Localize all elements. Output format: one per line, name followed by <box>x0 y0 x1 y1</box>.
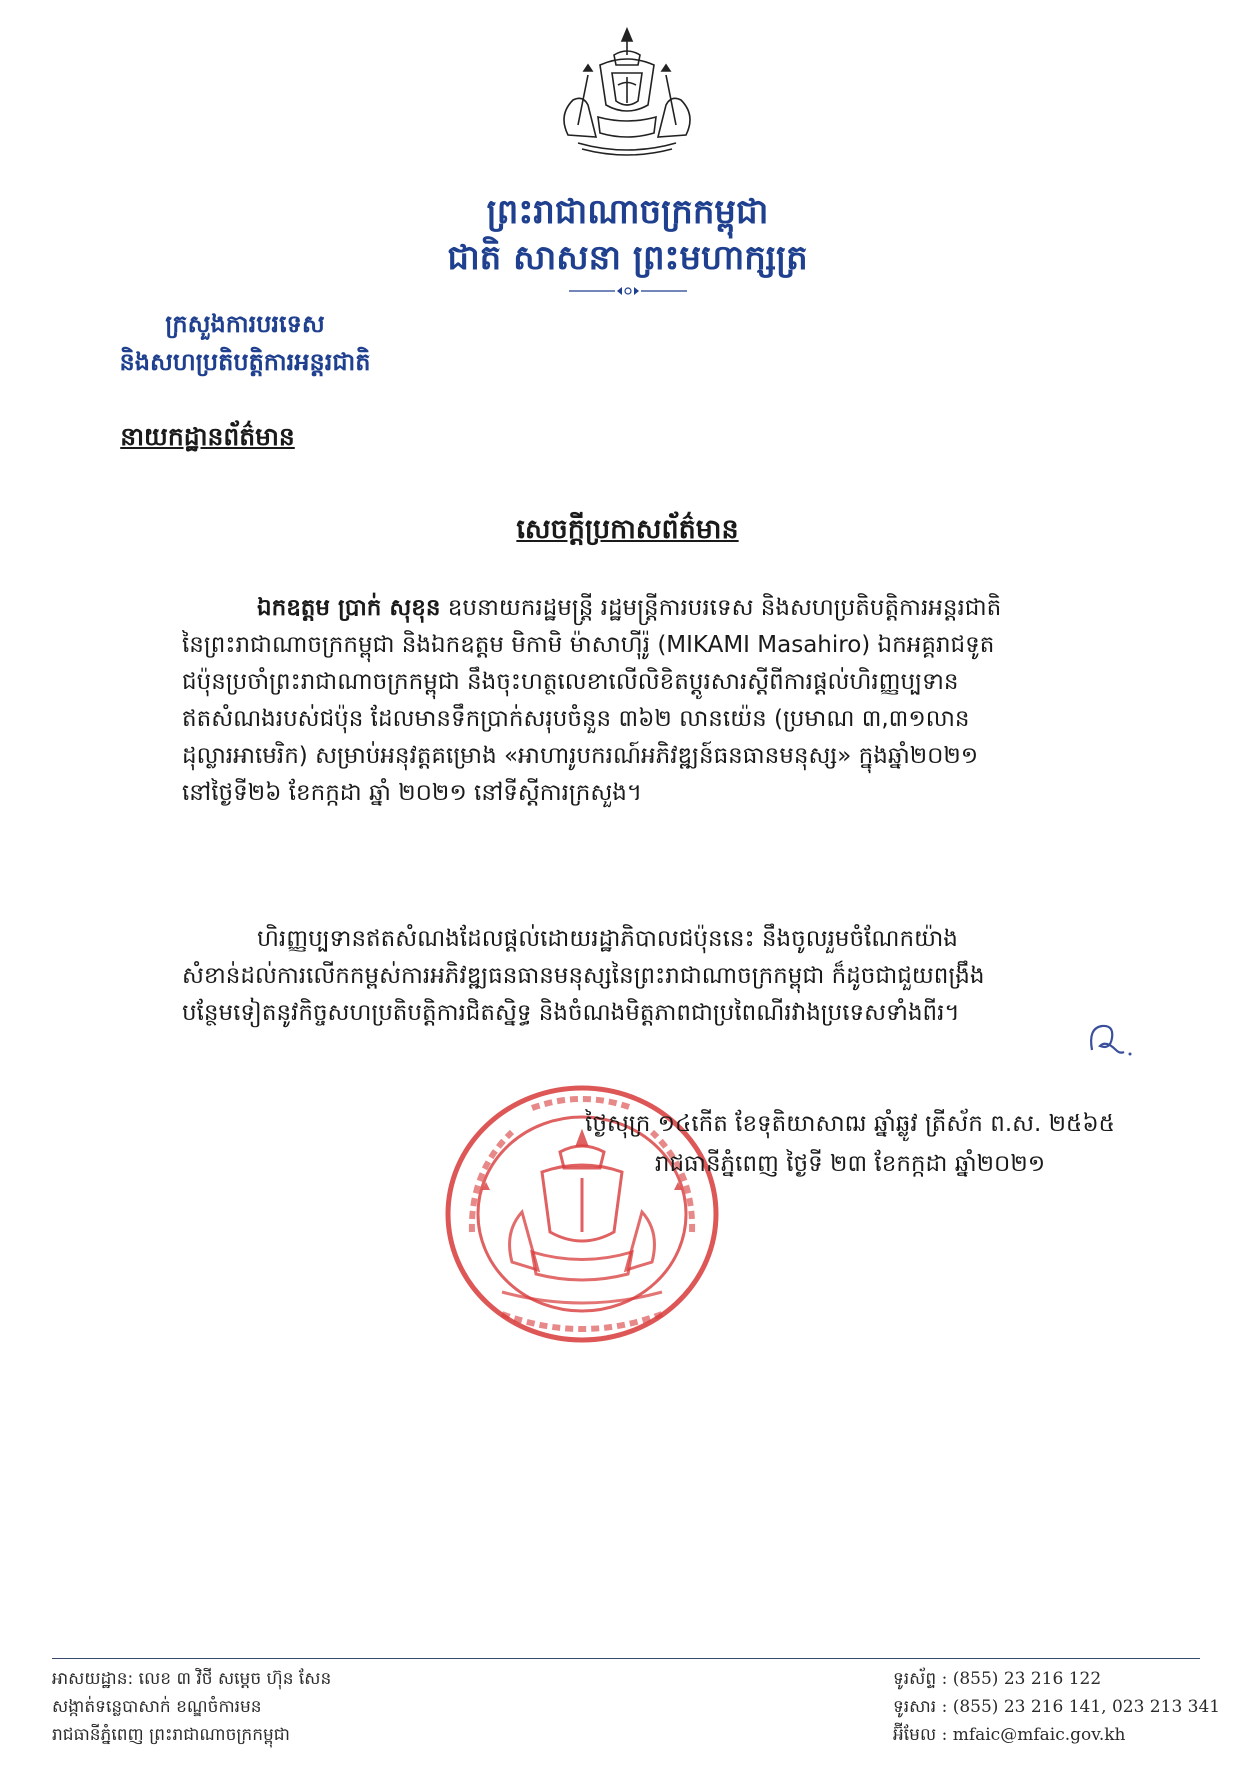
body-paragraph-2 <box>182 921 1112 1032</box>
fax-number: ទូរសារ : (855) 23 216 141, 023 213 341 <box>893 1697 1221 1717</box>
kingdom-title: ព្រះរាជាណាចក្រកម្ពុជា <box>486 192 769 232</box>
paragraph-text: ឧបនាយករដ្ឋមន្ត្រី រដ្ឋមន្ត្រីការបរទេស និងសហប្រតិបត្តិការអន្តរជាតិ <box>440 595 1002 621</box>
royal-coat-of-arms-icon <box>548 25 706 160</box>
divider-ornament-icon <box>567 284 689 298</box>
footer-address <box>52 1665 331 1749</box>
address-line: អាសយដ្ឋាន: លេខ ៣ វិថី សម្តេច ហ៊ុន សែន <box>52 1669 332 1689</box>
paragraph-line: នៅថ្ងៃទី២៦ ខែកក្កដា ឆ្នាំ ២០២១ នៅទីស្តីការក្រសួង។ <box>182 780 643 806</box>
document-title: សេចក្តីប្រកាសព័ត៌មាន <box>516 514 739 545</box>
paragraph-line: ហិរញ្ញប្បទានឥតសំណងដែលផ្តល់ដោយរដ្ឋាភិបាលជប៉ុននេះ នឹងចូលរួមចំណែកយ៉ាង <box>257 926 958 952</box>
address-line: សង្កាត់ទន្លេបាសាក់ ខណ្ឌចំការមន <box>52 1697 262 1717</box>
paragraph-line: នៃព្រះរាជាណាចក្រកម្ពុជា និងឯកឧត្តម មិកាមិ ម៉ាសាហ៊ីរ៉ូ (MIKAMI Masahiro) ឯកអគ្គរាជទូត <box>182 632 995 658</box>
handwritten-initial-icon <box>1084 1020 1134 1058</box>
lunar-date: ថ្ងៃសុក្រ ១៤កើត ខែទុតិយាសាឍ ឆ្នាំឆ្លូវ ត្រីស័ក ព.ស. ២៥៦៥ <box>585 1111 1115 1137</box>
email-address[interactable]: អ៊ីមែល : mfaic@mfaic.gov.kh <box>893 1725 1126 1745</box>
paragraph-line <box>182 590 1112 627</box>
paragraph-line: បន្ថែមទៀតនូវកិច្ចសហប្រតិបត្តិការជិតស្និទ្ធ និងចំណងមិត្តភាពជាប្រពៃណីរវាងប្រទេសទាំងពីរ។ <box>182 1000 960 1026</box>
paragraph-line: ដុល្លារអាមេរិក) សម្រាប់អនុវត្តគម្រោង «អាហារូបករណ៍អភិវឌ្ឍន៍ធនធានមនុស្ស» ក្នុងឆ្នាំ២០២១ <box>182 743 979 769</box>
ministry-name-line1: ក្រសួងការបរទេស <box>165 310 325 338</box>
footer-divider <box>52 1658 1200 1659</box>
ministry-name-line2: និងសហប្រតិបត្តិការអន្តរជាតិ <box>119 348 371 376</box>
paragraph-line: ជប៉ុនប្រចាំព្រះរាជាណាចក្រកម្ពុជា នឹងចុះហត្ថលេខាលើលិខិតប្តូរសារស្តីពីការផ្តល់ហិរញ្ញប្បទាន <box>182 669 959 695</box>
kingdom-motto: ជាតិ សាសនា ព្រះមហាក្សត្រ <box>447 238 808 278</box>
paragraph-line: សំខាន់ដល់ការលើកកម្ពស់ការអភិវឌ្ឍធនធានមនុស្សនៃព្រះរាជាណាចក្រកម្ពុជា ក៏ដូចជាជួយពង្រឹង <box>182 963 985 989</box>
footer-contacts <box>893 1665 1220 1749</box>
body-paragraph-1 <box>182 590 1112 812</box>
phone-number: ទូរស័ព្ទ : (855) 23 216 122 <box>893 1669 1102 1689</box>
department-name: នាយកដ្ឋានព័ត៌មាន <box>120 422 295 451</box>
solar-date: រាជធានីភ្នំពេញ ថ្ងៃទី ២៣ ខែកក្កដា ឆ្នាំ២០២១ <box>654 1151 1046 1177</box>
address-line: រាជធានីភ្នំពេញ ព្រះរាជាណាចក្រកម្ពុជា <box>52 1725 290 1745</box>
paragraph-line: ឥតសំណងរបស់ជប៉ុន ដែលមានទឹកប្រាក់សរុបចំនួន ៣៦២ លានយ៉េន (ប្រមាណ ៣,៣១លាន <box>182 706 970 732</box>
minister-name: ឯកឧត្តម ប្រាក់ សុខុន <box>257 595 441 621</box>
